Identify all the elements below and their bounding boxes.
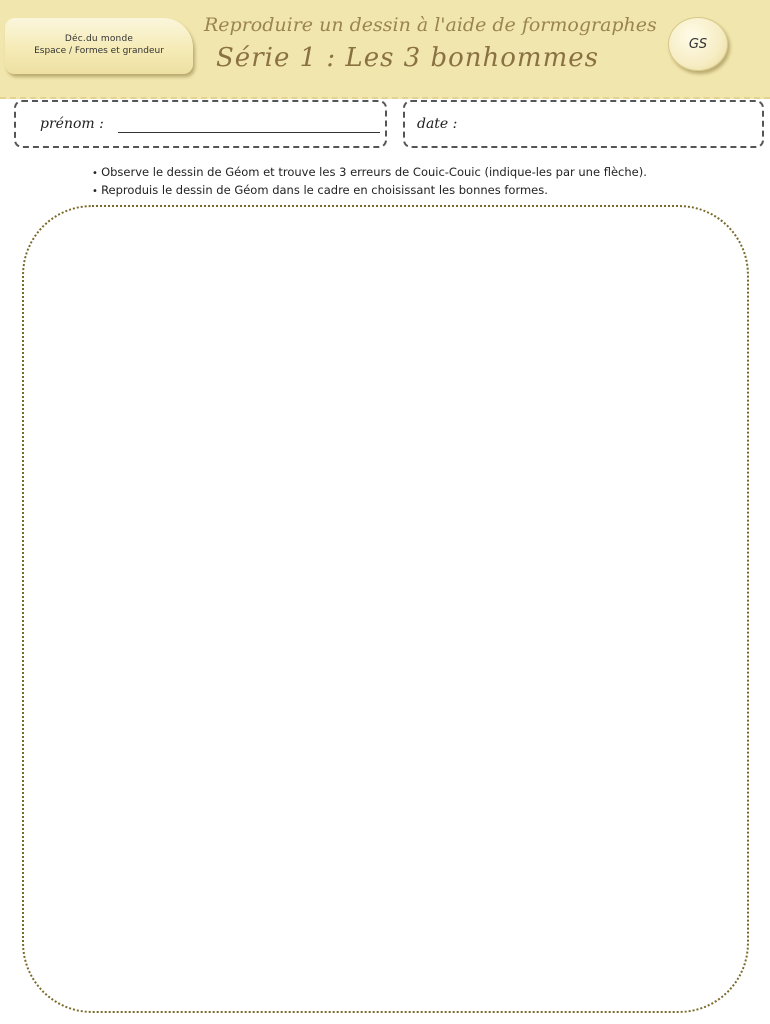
instructions-list	[92, 164, 647, 200]
subdomain-label: Espace / Formes et grandeur	[34, 46, 164, 56]
date-label: date :	[417, 116, 458, 132]
header-banner	[0, 0, 770, 99]
date-field[interactable]	[403, 100, 764, 148]
domain-tab	[5, 18, 193, 74]
instruction-item: • Observe le dessin de Géom et trouve les 3 erreurs de Couic-Couic (indique-les par une flèche).	[92, 164, 647, 182]
level-label: GS	[688, 36, 708, 52]
prenom-writing-line	[118, 132, 380, 133]
drawing-frame[interactable]	[22, 205, 749, 1013]
prenom-label: prénom :	[40, 116, 104, 132]
level-badge	[668, 17, 728, 71]
worksheet-title: Reproduire un dessin à l'aide de formographes	[204, 14, 657, 36]
instruction-item: • Reproduis le dessin de Géom dans le cadre en choisissant les bonnes formes.	[92, 182, 647, 200]
domain-label: Déc.du monde	[64, 34, 134, 44]
worksheet-subtitle: Série 1 : Les 3 bonhommes	[216, 43, 599, 73]
prenom-field[interactable]	[14, 100, 387, 148]
